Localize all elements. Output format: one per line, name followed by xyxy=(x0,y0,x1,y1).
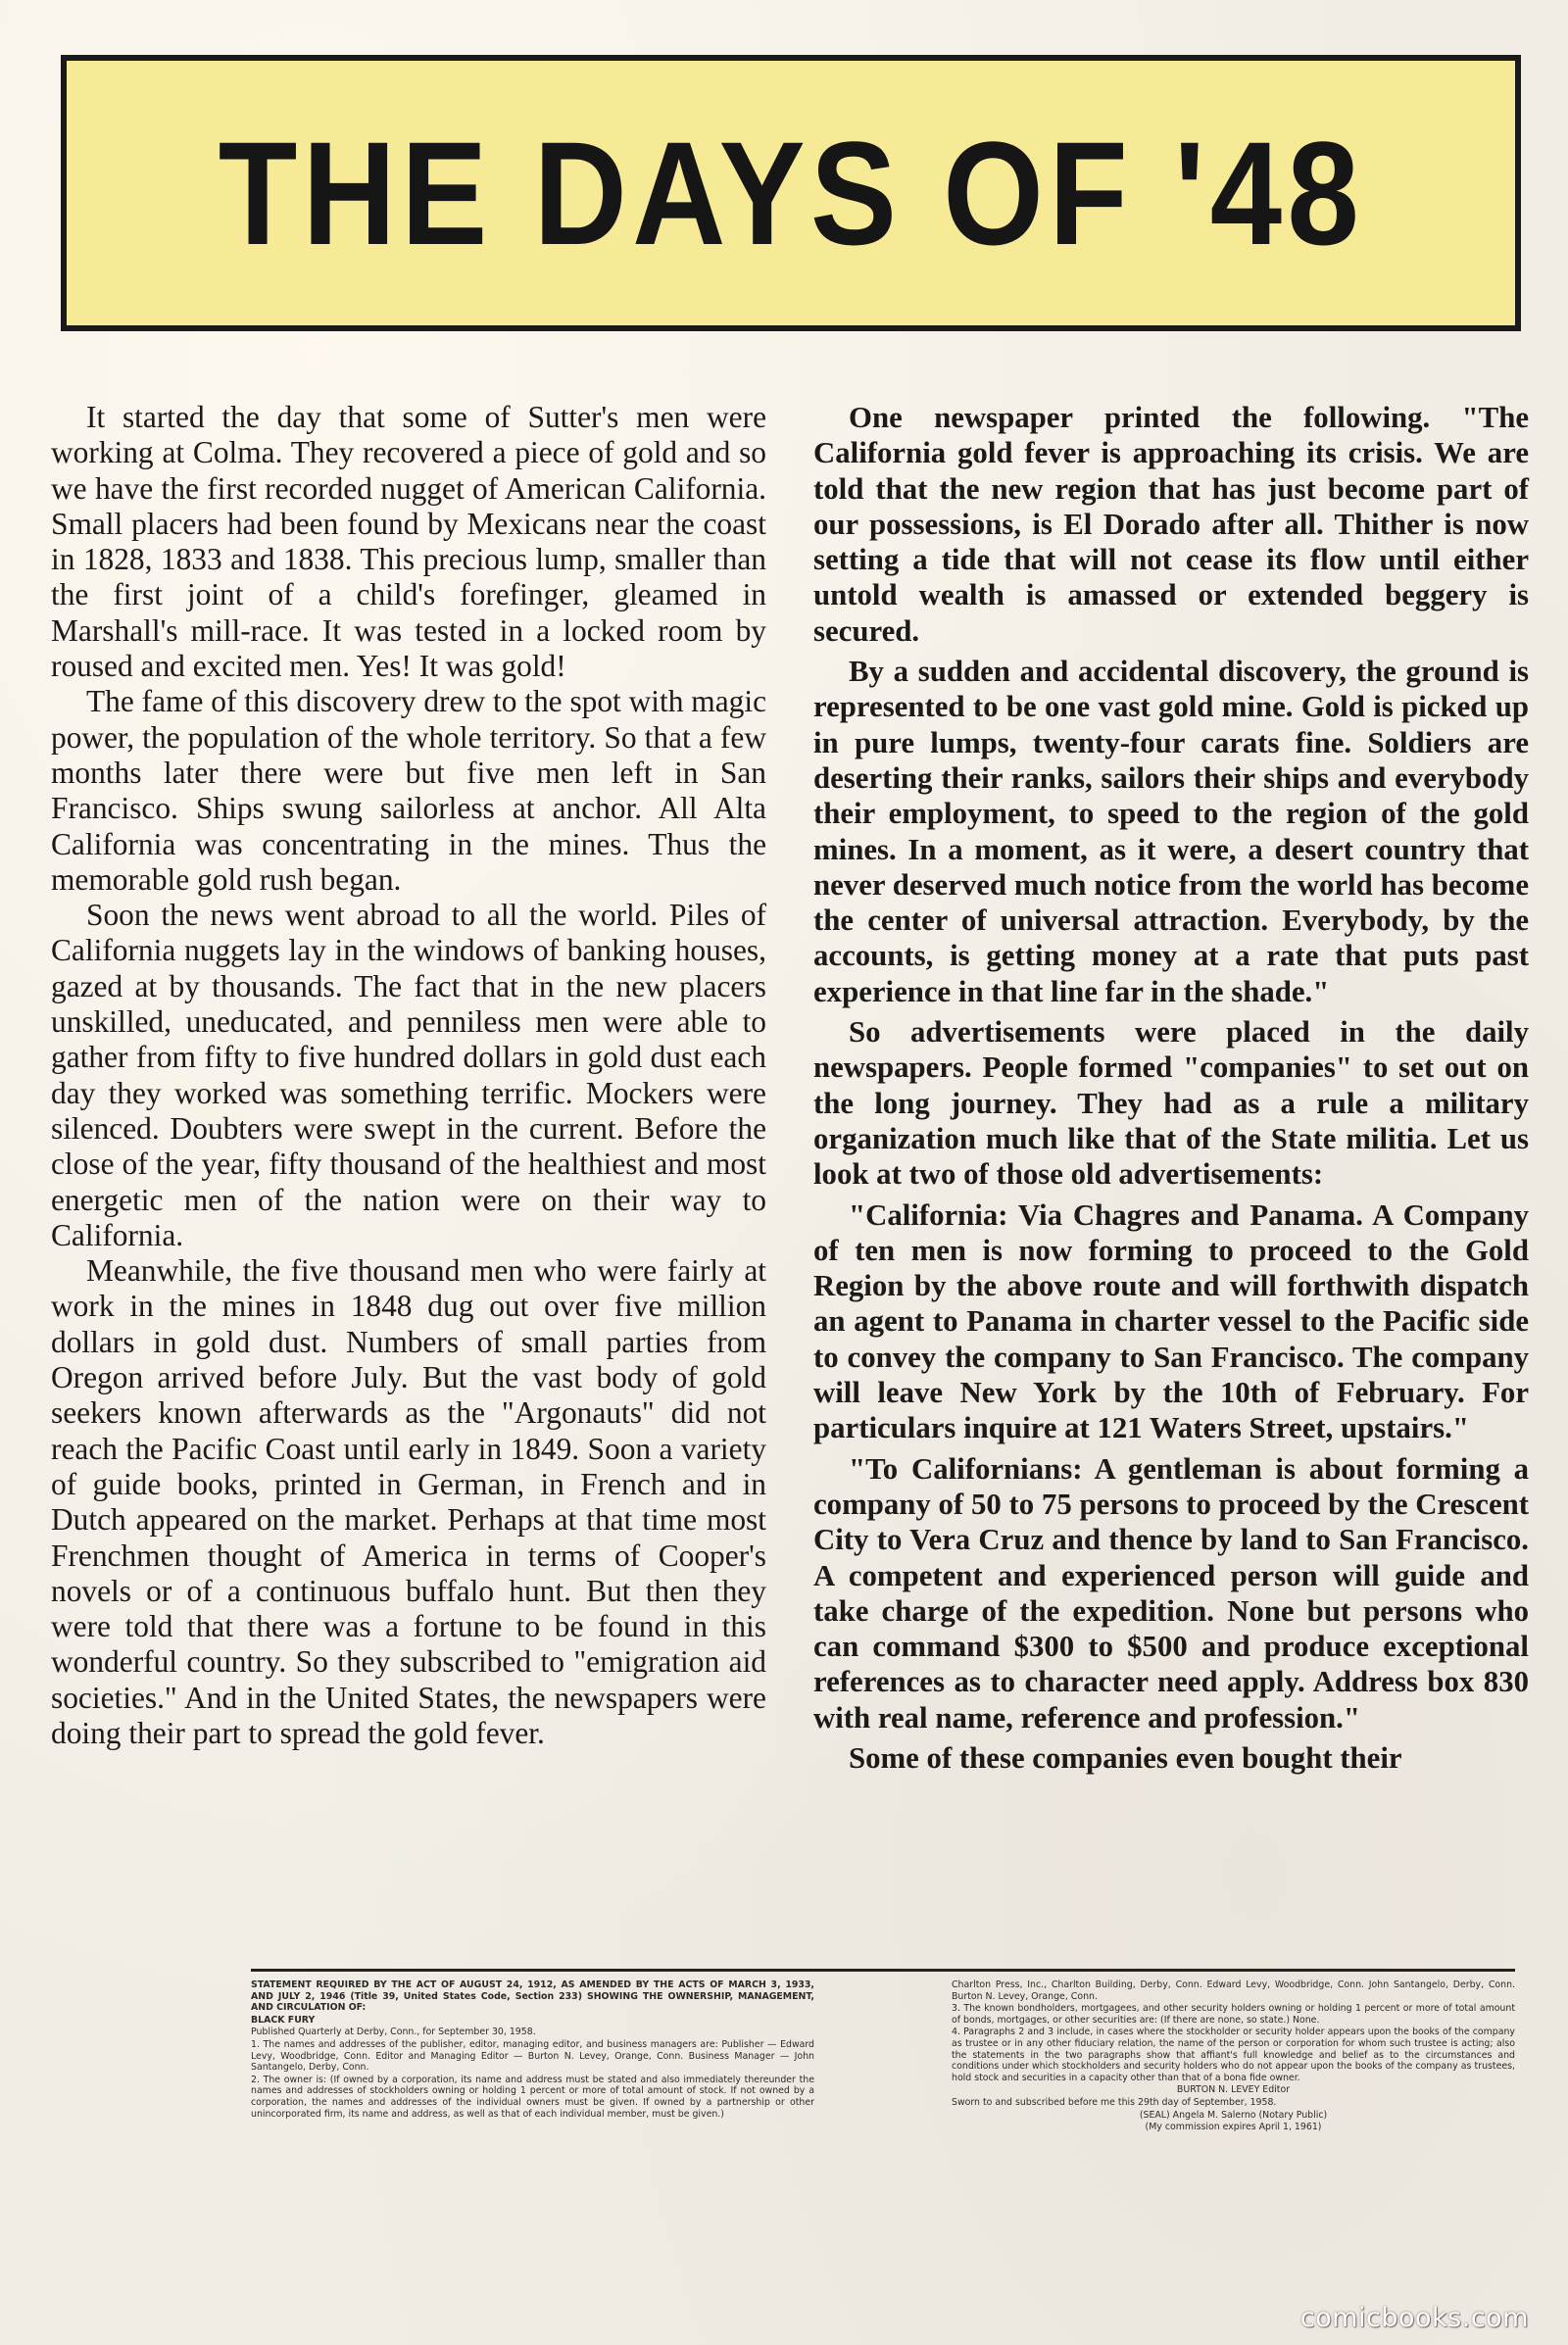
statement-right-column xyxy=(952,1979,1515,2215)
article-paragraph: It started the day that some of Sutter's men were working at Colma. They recovered a piece of gold and so we have the first recorded nugget of American California. Small placers had been found by Mexicans near the coast in 1828, 1833 and 1838. This precious lump, smaller than the first joint of a child's forefinger, gleamed in Marshall's mill-race. It was tested in a locked room by roused and excited men. Yes! It was gold! xyxy=(51,400,766,684)
title-banner xyxy=(61,55,1521,331)
statement-text: 1. The names and addresses of the publisher, editor, managing editor, and business managers are: Publisher — Edward Levy, Woodbridge, Conn. Editor and Managing Editor — Burton N. Levey, Orange, Conn. Business Manager — John Santangelo, Derby, Conn. xyxy=(251,2038,814,2074)
watermark: comicbooks.com xyxy=(1299,2303,1529,2333)
commission-line: (My commission expires April 1, 1961) xyxy=(1145,2122,1322,2133)
article-paragraph: Meanwhile, the five thousand men who were fairly at work in the mines in 1848 dug out over five million dollars in gold dust. Numbers of small parties from Oregon arrived before July. But the vast body of gold seekers known afterwards as the "Argonauts" did not reach the Pacific Coast until early in 1849. Soon a variety of guide books, printed in German, in French and in Dutch appeared on the market. Perhaps at that time most Frenchmen thought of America in terms of Cooper's novels or of a continuous buffalo hunt. But then they were told that there was a fortune to be found in this wonderful country. So they subscribed to "emigration aid societies." And in the United States, the newspapers were doing their part to spread the gold fever. xyxy=(51,1253,766,1750)
ownership-statement xyxy=(251,1979,1515,2215)
statement-left-column xyxy=(251,1979,814,2215)
statement-text: 2. The owner is: (If owned by a corporation, its name and address must be stated and also immediately thereunder the names and addresses of stockholders owning or holding 1 percent or more of total amount of stock. If not owned by a corporation, the names and addresses of the individual owners must be given. If owned by a partnership or other unincorporated firm, its name and address, as well as that of each individual member, must be given.) xyxy=(251,2074,814,2120)
notary-line: (SEAL) Angela M. Salerno (Notary Public) xyxy=(1139,2109,1328,2121)
publication-name: BLACK FURY xyxy=(251,2014,316,2026)
article-paragraph: By a sudden and accidental discovery, the ground is represented to be one vast gold mine. Gold is picked up in pure lumps, twenty-four carats fine. Soldiers are deserting their ranks, sailors their ships and everybody their employment, to speed to the region of the gold mines. In a moment, as it were, a desert country that never deserved much notice from the world has become the center of universal attraction. Everybody, by the accounts, is getting money at a rate that puts past experience in that line far in the shade." xyxy=(813,655,1529,1008)
article-paragraph: One newspaper printed the following. "The California gold fever is approaching its crisis. We are told that the new region that has just become part of our possessions, is El Dorado after all. Thither is now setting a tide that will not cease its flow until either untold wealth is amassed or extended beggery is secured. xyxy=(813,401,1529,648)
statement-text: 3. The known bondholders, mortgagees, and other security holders owning or holding 1 percent or more of total amount of bonds, mortgages, or other securities are: (If there are none, so state.) None. xyxy=(952,2003,1515,2026)
statement-heading: STATEMENT REQUIRED BY THE ACT OF AUGUST 24, 1912, AS AMENDED BY THE ACTS OF MARCH 3, 1933, AND JULY 2, 1946 (Title 39, United States Code, Section 233) SHOWING THE OWNERSHIP, MANAGEMENT, AND CIRCULATION OF: xyxy=(251,1979,814,2014)
editor-signature: BURTON N. LEVEY Editor xyxy=(1176,2084,1291,2096)
advertisement-quote: "California: Via Chagres and Panama. A Company of ten men is now forming to proceed to the Gold Region by the above route and will forthwith dispatch an agent to Panama in charter vessel to the Pacific side to convey the company to San Francisco. The company will leave New York by the 10th of February. For particulars inquire at 121 Waters Street, upstairs." xyxy=(813,1197,1529,1445)
statement-text: Published Quarterly at Derby, Conn., for September 30, 1958. xyxy=(251,2027,536,2038)
article-paragraph: The fame of this discovery drew to the spot with magic power, the population of the whole territory. So that a few months later there were but five men left in San Francisco. Ships swung sailorless at anchor. All Alta California was concentrating in the mines. Thus the memorable gold rush began. xyxy=(51,684,766,897)
statement-text: 4. Paragraphs 2 and 3 include, in cases where the stockholder or security holder appears upon the books of the company as trustee or in any other fiduciary relation, the name of the person or corporation for whom such trustee is acting; also the statements in the two paragraphs show that affiant's full knowledge and belief as to the circumstances and conditions under which stockholders and security holders who do not appear upon the books of the company as trustees, hold stock and securities in a capacity other than that of a bona fide owner. xyxy=(952,2027,1515,2083)
advertisement-quote: "To Californians: A gentleman is about forming a company of 50 to 75 persons to proceed by the Crescent City to Vera Cruz and thence by land to San Francisco. A competent and experienced person will guide and take charge of the expedition. None but persons who can command $300 to $500 and produce exceptional references as to character need apply. Address box 830 with real name, reference and profession." xyxy=(813,1451,1529,1734)
article-paragraph: Some of these companies even bought their xyxy=(849,1740,1402,1775)
statement-text: Charlton Press, Inc., Charlton Building, Derby, Conn. Edward Levy, Woodbridge, Conn. John Santangelo, Derby, Conn. Burton N. Levey, Orange, Conn. xyxy=(952,1979,1515,2002)
article-right-column xyxy=(813,400,1529,1968)
article-paragraph: Soon the news went abroad to all the world. Piles of California nuggets lay in the windows of banking houses, gazed at by thousands. The fact that in the new placers unskilled, uneducated, and penniless men were able to gather from fifty to five hundred dollars in gold dust each day they worked was something terrific. Mockers were silenced. Doubters were swept in the current. Before the close of the year, fifty thousand of the healthiest and most energetic men of the nation were on their way to California. xyxy=(51,898,766,1252)
article-body xyxy=(51,400,1529,1968)
statement-text: Sworn to and subscribed before me this 29th day of September, 1958. xyxy=(952,2096,1277,2108)
divider-rule xyxy=(251,1969,1515,1972)
page-title: THE DAYS OF '48 xyxy=(218,110,1364,275)
article-paragraph: So advertisements were placed in the daily newspapers. People formed "companies" to set out on the long journey. They had as a rule a military organization much like that of the State militia. Let us look at two of those old advertisements: xyxy=(813,1015,1529,1192)
article-left-column xyxy=(51,400,766,1968)
